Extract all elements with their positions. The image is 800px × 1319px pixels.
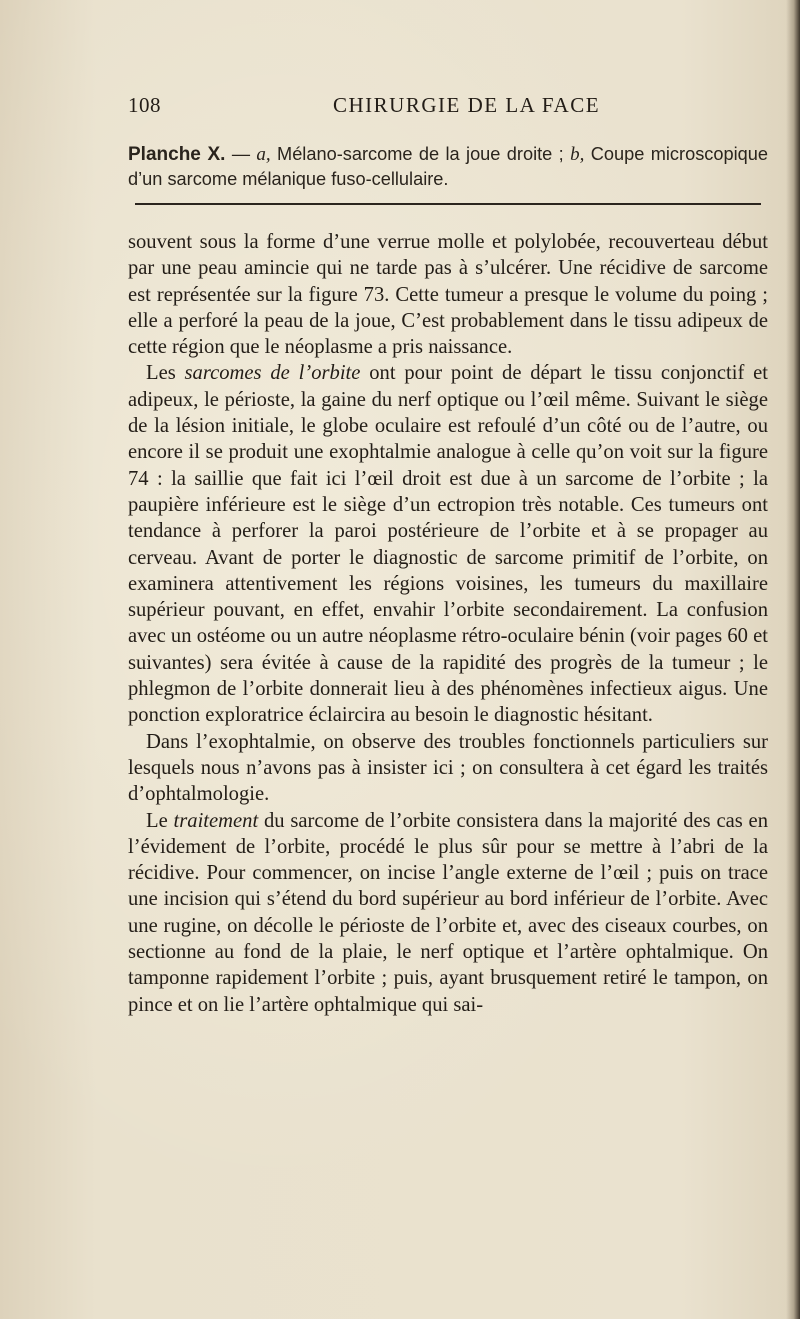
paragraph-3: Dans l’exophtalmie, on observe des troubles fonctionnels particuliers sur lesquels nous n’avons pas à insister ici ; on consultera à cet égard les traités d’ophtalmologie. xyxy=(128,730,768,806)
caption-dash: — xyxy=(225,144,257,164)
plate-caption xyxy=(128,142,768,191)
paragraph-4-emphasis: traitement xyxy=(173,809,259,832)
paragraph-4-start: Le xyxy=(146,809,174,832)
caption-letter-b: b, xyxy=(570,144,585,165)
paragraph-4 xyxy=(128,808,768,1018)
plate-label: Planche X. xyxy=(128,144,226,165)
paragraph-2 xyxy=(128,360,768,728)
running-title: CHIRURGIE DE LA FACE xyxy=(333,93,601,117)
paragraph-2-rest: ont pour point de départ le tissu conjonctif et adipeux, le périoste, la gaine du nerf optique ou l’œil même. Suivant le siège de la lésion initiale, le globe oculaire est refoulé d’un côté ou de l’autre, ou encore il se produit une exophtalmie analogue à celle qu’on voit sur la figure 74 : la saillie que fait ici l’œil droit est due à un sarcome de l’orbite ; la paupière inférieure est le siège d’un ectropion très notable. Ces tumeurs ont tendance à perforer la paroi postérieure de l’orbite et à se propager au cerveau. Avant de porter le diagnostic de sarcome primitif de l’orbite, on examinera attentivement les régions voisines, les tumeurs du maxillaire supérieur pouvant, en effet, envahir l’orbite secondairement. La confusion avec un ostéome ou un autre néoplasme rétro-oculaire bénin (voir pages 60 et suivantes) sera évitée à cause de la rapidité des progrès de la tumeur ; le phlegmon de l’orbite donnerait lieu à des phénomènes infectieux aigus. Une ponction exploratrice éclaircira au besoin le diagnostic hésitant. xyxy=(128,362,768,727)
paragraph-4-rest: du sarcome de l’orbite consistera dans la majorité des cas en l’évidement de l’orbite, procédé le plus sûr pour se mettre à l’abri de la récidive. Pour commencer, on incise l’angle externe de l’œil ; puis on trace une incision qui s’étend du bord supérieur au bord inférieur de l’orbite. Avec une rugine, on décolle le périoste de l’orbite et, avec des ciseaux courbes, on sectionne au fond de la plaie, le nerf optique et l’artère ophtalmique. On tamponne rapidement l’orbite ; puis, ayant brusquement retiré le tampon, on pince et on lie l’artère ophtalmique qui sai- xyxy=(128,809,768,1016)
paragraph-1: souvent sous la forme d’une verrue molle et polylobée, recouverteau début par une peau amincie qui ne tarde pas à s’ulcérer. Une récidive de sarcome est représentée sur la figure 73. Cette tumeur a presque le volume du poing ; elle a perforé la peau de la joue, C’est probablement dans le tissu adipeux de cette région que le néoplasme a pris naissance. xyxy=(128,231,768,359)
paragraph-2-emphasis: sarcomes de l’orbite xyxy=(184,362,361,385)
page-header xyxy=(128,93,768,123)
page-edge-shadow xyxy=(786,0,800,1319)
body-text xyxy=(128,229,768,1018)
caption-letter-a: a, xyxy=(256,144,271,165)
paragraph-2-start: Les xyxy=(146,362,185,385)
page-number: 108 xyxy=(128,93,161,117)
caption-divider xyxy=(135,203,761,205)
caption-text-a: Mélano-sarcome de la joue droite ; xyxy=(270,144,571,164)
caption-text-b: Coupe microscopique d’un sarcome mélanique fuso-cellulaire. xyxy=(128,144,768,189)
